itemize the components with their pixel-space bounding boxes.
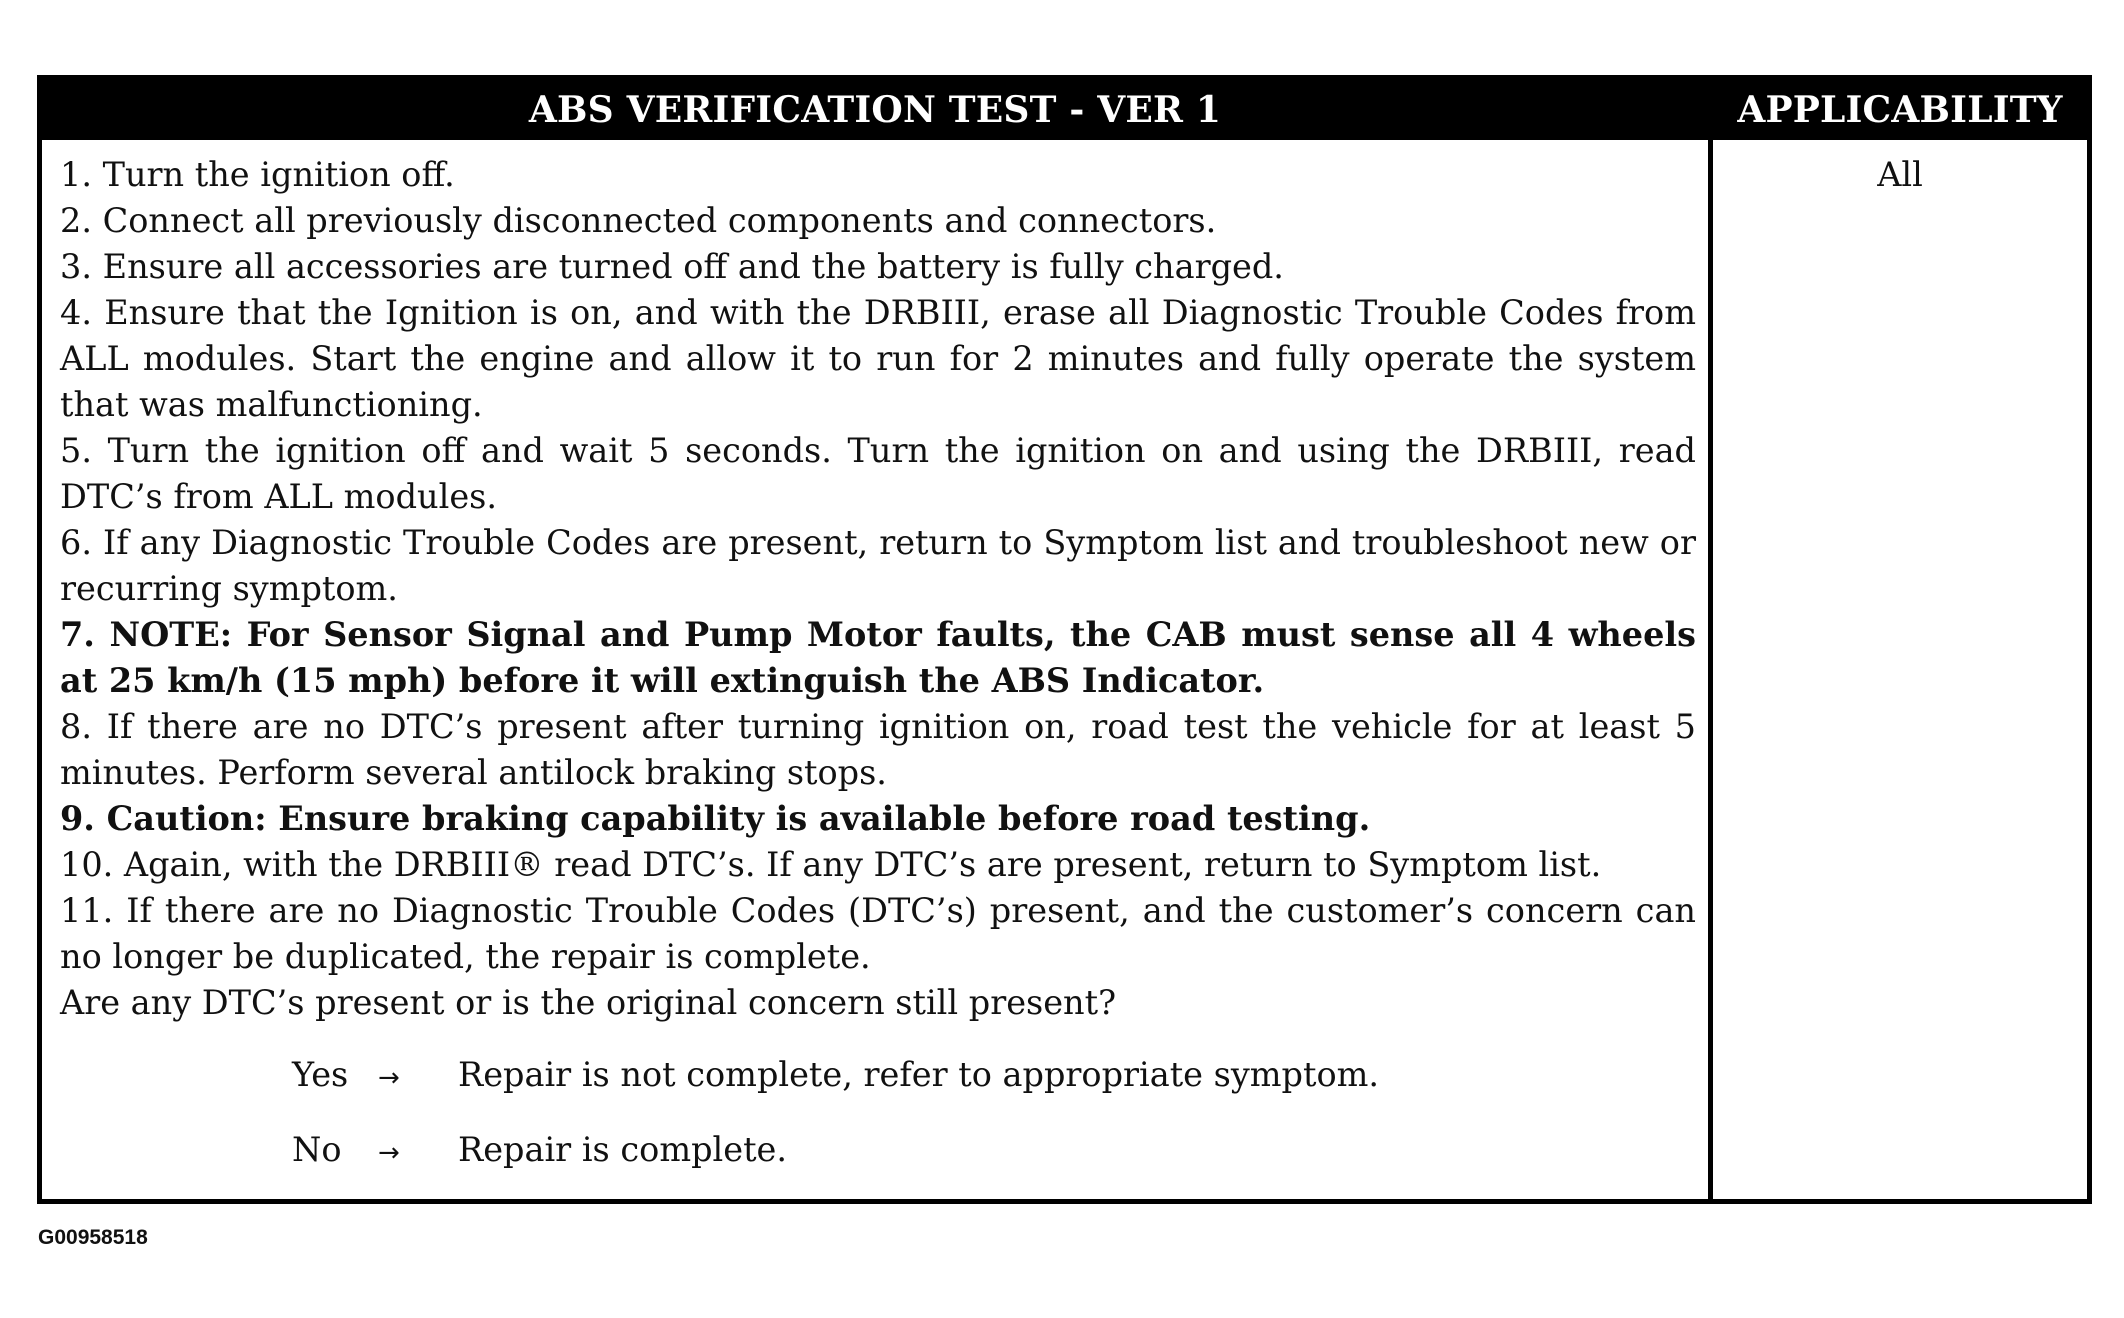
column-divider	[1708, 140, 1713, 1199]
arrow-right-icon: →	[378, 1063, 400, 1093]
applicability-header: APPLICABILITY	[1737, 89, 2063, 131]
choice-result: Repair is not complete, refer to appropriate symptom.	[458, 1055, 1380, 1094]
test-steps-cell	[60, 152, 1696, 1202]
test-step: 8. If there are no DTC’s present after turning ignition on, road test the vehicle for at least 5 minutes. Perform several antilock braking stops.	[60, 707, 1696, 792]
test-step: 7. NOTE: For Sensor Signal and Pump Motor faults, the CAB must sense all 4 wheels at 25 km/h (15 mph) before it will extinguish the ABS Indicator.	[60, 615, 1696, 700]
choice-label: Yes	[292, 1055, 349, 1094]
test-steps-list	[60, 152, 1696, 980]
test-step: 6. If any Diagnostic Trouble Codes are present, return to Symptom list and troubleshoot new or recurring symptom.	[60, 523, 1696, 608]
test-step: 1. Turn the ignition off.	[60, 155, 455, 194]
answer-choices	[292, 1052, 1696, 1202]
test-step: 4. Ensure that the Ignition is on, and with the DRBIII, erase all Diagnostic Trouble Codes from ALL modules. Start the engine and allow it to run for 2 minutes and fully operate the system that was malfunctioning.	[60, 293, 1696, 424]
test-title-header: ABS VERIFICATION TEST - VER 1	[528, 89, 1222, 131]
answer-choice-row	[292, 1127, 1696, 1202]
choice-result: Repair is complete.	[458, 1130, 788, 1169]
test-step: 9. Caution: Ensure braking capability is available before road testing.	[60, 799, 1371, 838]
applicability-value: All	[1877, 155, 1923, 194]
table-header-row	[42, 80, 2087, 140]
answer-choice-row	[292, 1052, 1696, 1127]
test-step: 3. Ensure all accessories are turned off and the battery is fully charged.	[60, 247, 1284, 286]
test-step: 11. If there are no Diagnostic Trouble Codes (DTC’s) present, and the customer’s concern can no longer be duplicated, the repair is complete.	[60, 891, 1696, 976]
choice-label: No	[292, 1130, 342, 1169]
verification-test-table	[37, 75, 2092, 1204]
arrow-right-icon: →	[378, 1138, 400, 1168]
test-step: 10. Again, with the DRBIII® read DTC’s. If any DTC’s are present, return to Symptom list.	[60, 845, 1602, 884]
question-text: Are any DTC’s present or is the original concern still present?	[60, 983, 1117, 1022]
figure-id: G00958518	[38, 1226, 148, 1249]
test-step: 5. Turn the ignition off and wait 5 seconds. Turn the ignition on and using the DRBIII, read DTC’s from ALL modules.	[60, 431, 1696, 516]
test-step: 2. Connect all previously disconnected components and connectors.	[60, 201, 1217, 240]
